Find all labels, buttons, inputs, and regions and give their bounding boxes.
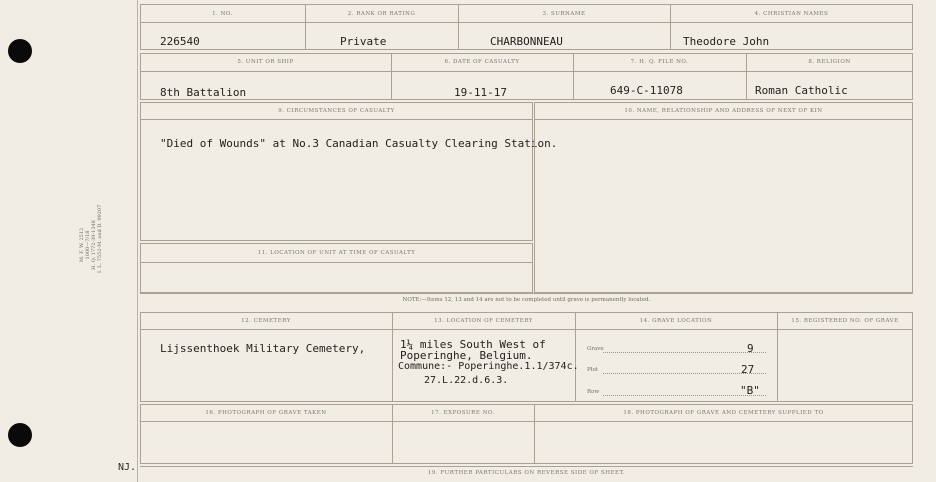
label-circumstances: 9. CIRCUMSTANCES OF CASUALTY [278,108,395,114]
value-unit: 8th Battalion [160,86,247,99]
value-grave: 9 [747,342,754,355]
label-photo-supplied: 18. PHOTOGRAPH OF GRAVE AND CEMETERY SUPPLIED TO [623,410,824,416]
label-surname: 3. SURNAME [542,11,586,17]
value-rank: Private [340,35,387,48]
box-next-of-kin [534,102,913,293]
box-circumstances [140,102,533,241]
value-hq-file: 649-C-11078 [610,84,683,97]
label-grave: Grave [587,346,604,352]
label-cemetery: 12. CEMETERY [241,318,291,324]
punch-hole-bottom [8,423,32,447]
label-grave-location: 14. GRAVE LOCATION [639,318,713,324]
note-graves: NOTE:—Items 12, 13 and 14 are not to be completed until grave is permanently located. [402,297,651,303]
label-date: 6. DATE OF CASUALTY [444,59,520,65]
label-further-particulars: 19. FURTHER PARTICULARS ON REVERSE SIDE OF SHEET. [427,470,626,476]
value-location-line2: Poperinghe, Belgium. [400,349,533,362]
value-location-line4: 27.L.22.d.6.3. [424,375,509,386]
label-next-of-kin: 10. NAME, RELATIONSHIP AND ADDRESS OF NEXT OF KIN [624,108,823,114]
value-surname: CHARBONNEAU [490,35,563,48]
label-exposure: 17. EXPOSURE NO. [431,410,495,416]
value-row: "B" [740,384,760,397]
value-plot: 27 [741,363,755,376]
value-location-line3: Commune:- Poperinghe.1.1/374c. [398,361,579,372]
form-code-line: I. L. 7552-M. and D. 99207 [97,204,103,273]
punch-hole-top [8,39,32,63]
label-row: Row [587,389,600,395]
label-no: 1. NO. [212,11,233,17]
form-code-line: H. Q. 1772-39-1348 [91,220,97,270]
value-circumstances: "Died of Wounds" at No.3 Canadian Casualty Clearing Station. [160,137,558,150]
label-photo-taken: 16. PHOTOGRAPH OF GRAVE TAKEN [205,410,327,416]
value-no: 226540 [160,35,200,48]
label-plot: Plot [587,367,598,373]
label-unit: 5. UNIT OR SHIP [237,59,294,65]
label-location-cemetery: 13. LOCATION OF CEMETERY [434,318,533,324]
value-religion: Roman Catholic [755,84,848,97]
label-location-unit: 11. LOCATION OF UNIT AT TIME OF CASUALTY [257,250,416,256]
value-christian-names: Theodore John [683,35,770,48]
form-code-line: M. F. W. 2512 [79,227,85,263]
sheet-mark: NJ. [118,462,137,473]
label-hq-file: 7. H. Q. FILE NO. [630,59,689,65]
form-code-line: 1000—7/18 [85,230,91,260]
label-rank: 2. RANK OR RATING [347,11,416,17]
label-christian-names: 4. CHRISTIAN NAMES [754,11,829,17]
value-cemetery: Lijssenthoek Military Cemetery, [160,342,366,355]
value-location-line1: 1¼ miles South West of [400,338,546,351]
label-religion: 8. RELIGION [808,59,851,65]
label-registered-no: 15. REGISTERED NO. OF GRAVE [791,318,899,324]
value-date: 19-11-17 [454,86,507,99]
